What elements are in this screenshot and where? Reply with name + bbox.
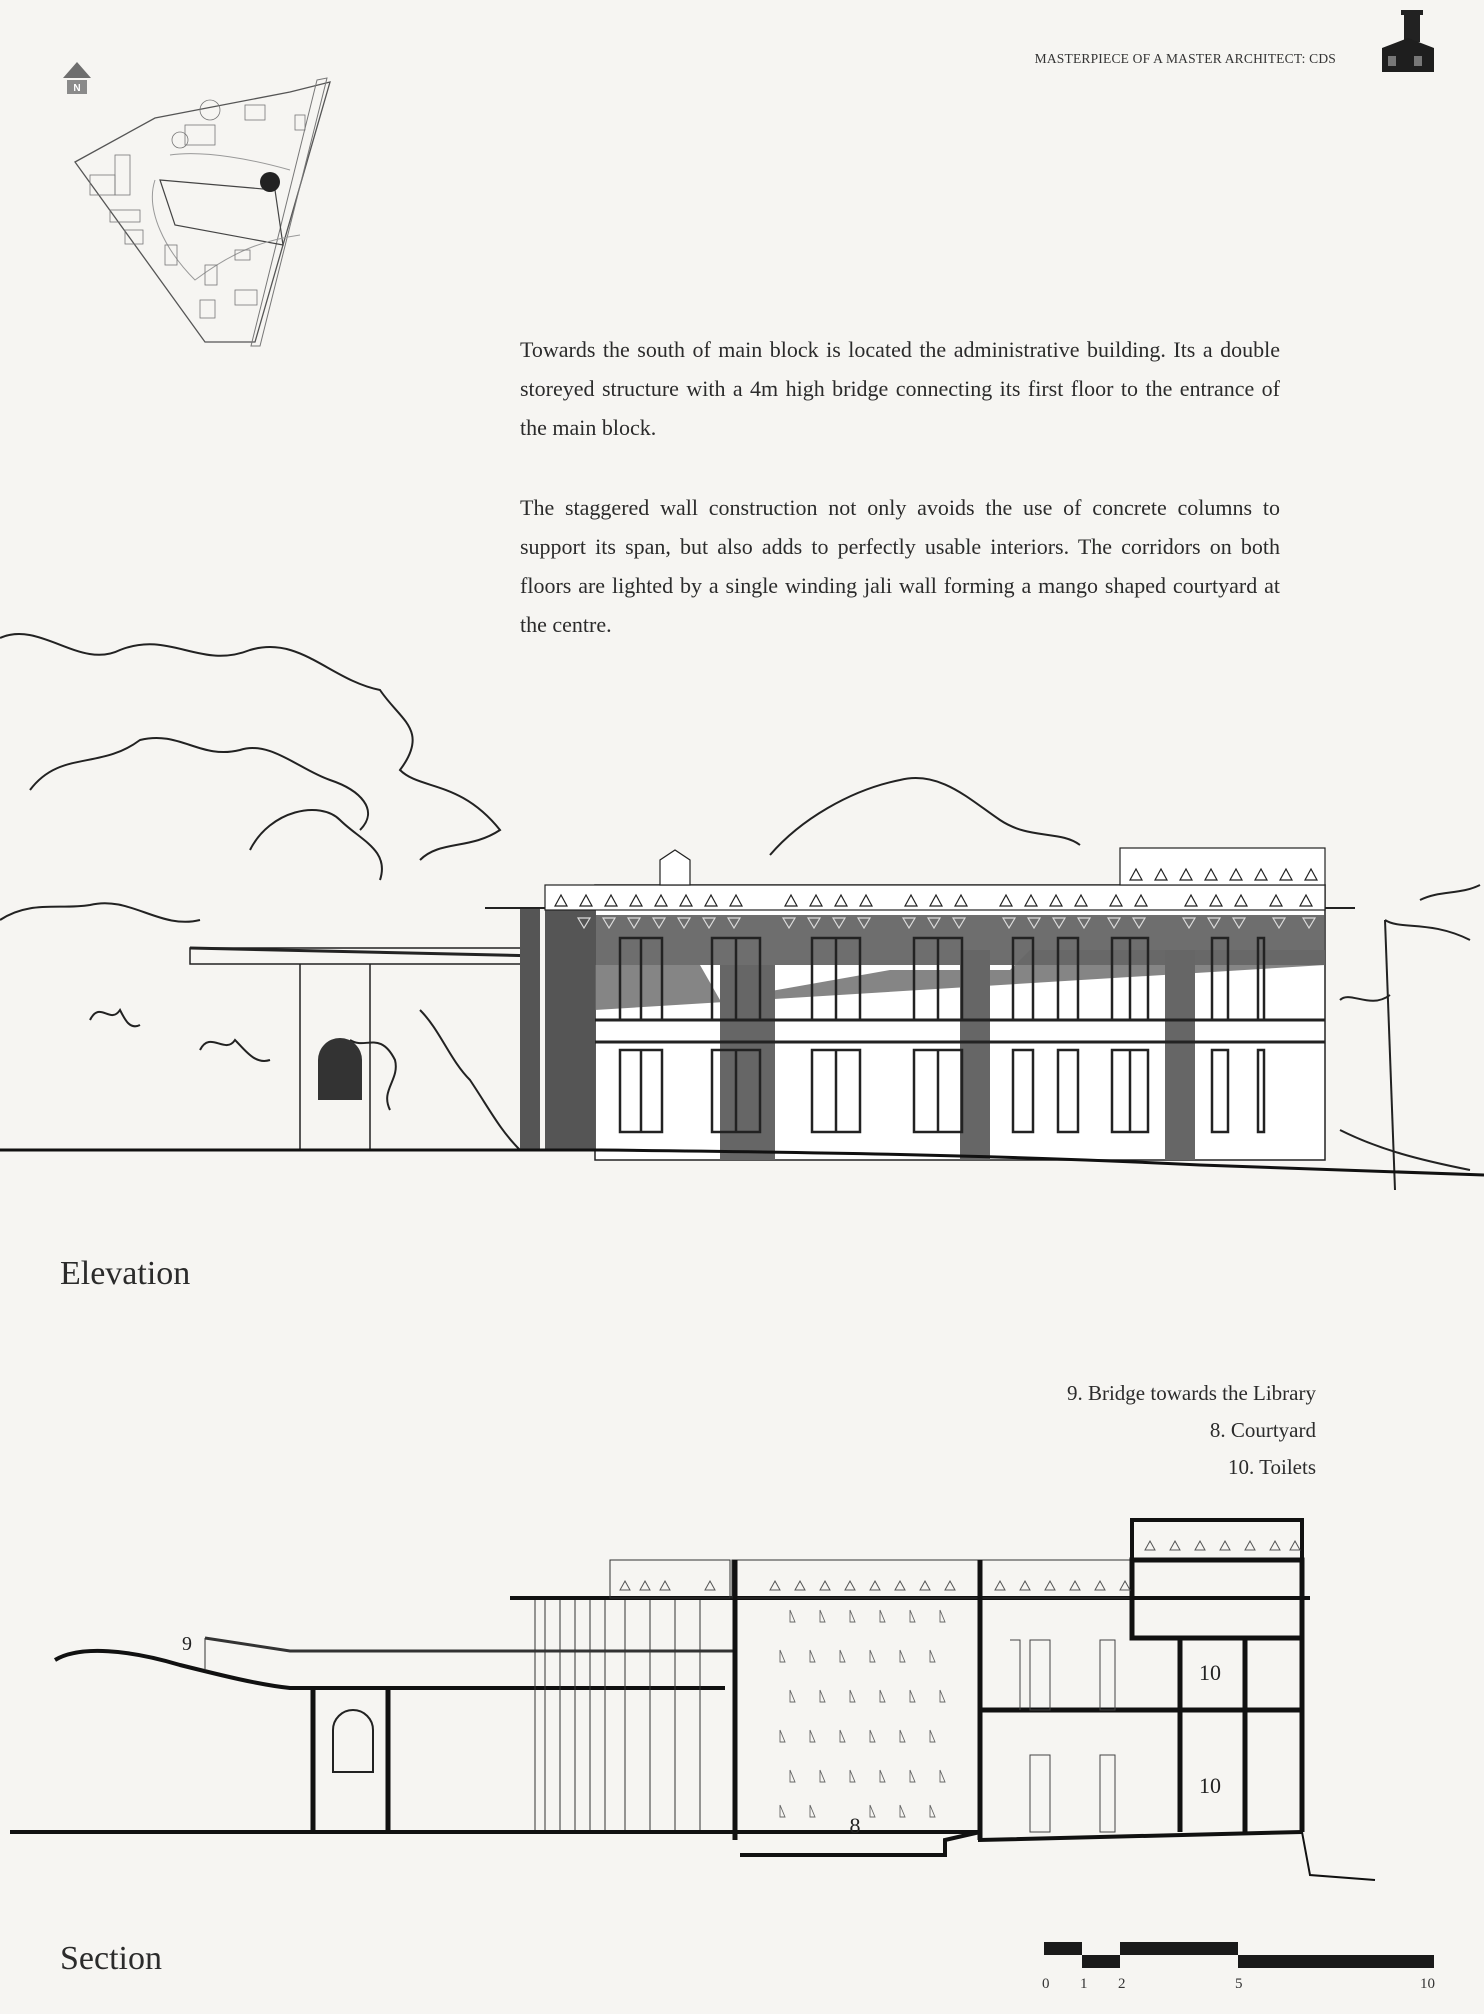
scale-tick-5: 5 <box>1235 1976 1243 1992</box>
svg-text:10: 10 <box>1199 1773 1221 1798</box>
paragraph-2: The staggered wall construction not only avoids the use of concrete columns to support its span, but also adds to perfectly usable interiors. The corridors on both floors are lighted by a single winding jali wall forming a mango shaped courtyard at the centre. <box>520 495 1280 637</box>
svg-text:9: 9 <box>182 1633 192 1655</box>
scale-bar-graphic <box>1040 1938 1440 1974</box>
section-caption: Section <box>60 1940 162 1977</box>
paragraph-1: Towards the south of main block is located the administrative building. Its a double storeyed structure with a 4m high bridge connecting its first floor to the entrance of the main block. <box>520 337 1280 440</box>
legend-item-bridge: 9. Bridge towards the Library <box>1066 1381 1316 1405</box>
scale-bar <box>1040 1938 1440 2008</box>
scale-tick-2: 2 <box>1118 1976 1126 1992</box>
section-drawing <box>0 1510 1484 1910</box>
running-header-title: MASTERPIECE OF A MASTER ARCHITECT: CDS <box>1034 51 1336 66</box>
section-legend <box>1067 1375 1316 1486</box>
svg-text:8: 8 <box>849 1813 861 1838</box>
building-tower-icon <box>1378 8 1436 74</box>
elevation-caption: Elevation <box>60 1255 191 1292</box>
site-plan-map <box>55 50 375 360</box>
legend-item-courtyard: 8. Courtyard <box>1209 1418 1316 1442</box>
scale-tick-1: 1 <box>1080 1976 1088 1992</box>
scale-tick-0: 0 <box>1042 1976 1050 1992</box>
elevation-drawing <box>0 630 1484 1190</box>
svg-text:10: 10 <box>1199 1660 1221 1685</box>
svg-text:N: N <box>73 83 81 94</box>
legend-item-toilets: 10. Toilets <box>1228 1455 1316 1479</box>
scale-tick-10: 10 <box>1420 1976 1435 1992</box>
